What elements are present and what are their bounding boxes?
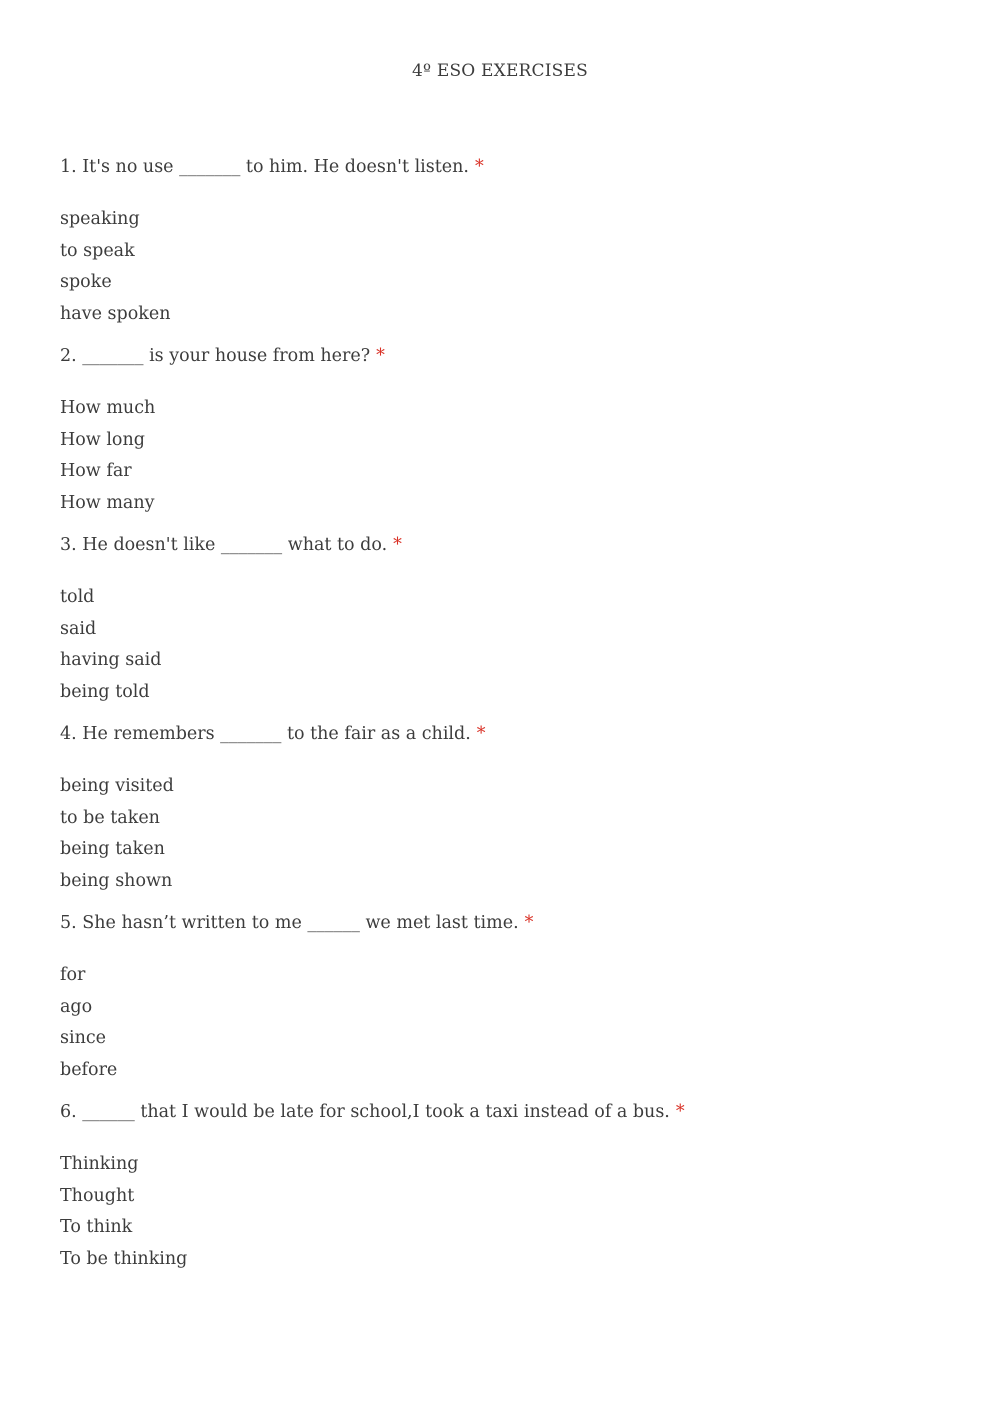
- option-to-speak[interactable]: to speak: [60, 240, 135, 261]
- question-6-text: 6. ______ that I would be late for school,I took a taxi instead of a bus.: [60, 1102, 670, 1122]
- question-5-options: [60, 960, 960, 1086]
- question-4: [60, 723, 960, 912]
- question-1-text: 1. It's no use _______ to him. He doesn't listen.: [60, 157, 469, 177]
- required-marker: *: [675, 1102, 685, 1122]
- option-since[interactable]: since: [60, 1028, 107, 1049]
- question-2: [60, 345, 960, 534]
- question-2-text: 2. _______ is your house from here?: [60, 346, 371, 366]
- option-ago[interactable]: ago: [60, 996, 93, 1017]
- question-5-text: 5. She hasn’t written to me ______ we met last time.: [60, 913, 519, 933]
- question-list: [60, 156, 960, 1290]
- required-marker: *: [524, 913, 534, 933]
- required-marker: *: [474, 157, 484, 177]
- question-2-options: [60, 393, 960, 519]
- option-have-spoken[interactable]: have spoken: [60, 303, 171, 324]
- option-to-think[interactable]: To think: [60, 1217, 133, 1238]
- option-being-taken[interactable]: being taken: [60, 839, 165, 860]
- option-being-shown[interactable]: being shown: [60, 870, 173, 891]
- option-being-told[interactable]: being told: [60, 681, 150, 702]
- option-to-be-taken[interactable]: to be taken: [60, 807, 160, 828]
- option-before[interactable]: before: [60, 1059, 118, 1080]
- option-for[interactable]: for: [60, 965, 86, 985]
- option-how-far[interactable]: How far: [60, 461, 132, 482]
- option-speaking[interactable]: speaking: [60, 209, 140, 229]
- option-spoke[interactable]: spoke: [60, 272, 112, 293]
- option-how-much[interactable]: How much: [60, 398, 156, 418]
- question-6: [60, 1101, 960, 1290]
- question-4-text: 4. He remembers _______ to the fair as a child.: [60, 724, 471, 744]
- question-4-options: [60, 771, 960, 897]
- page-title: 4º ESO EXERCISES: [412, 61, 588, 81]
- option-how-long[interactable]: How long: [60, 429, 145, 450]
- question-3-options: [60, 582, 960, 708]
- option-told[interactable]: told: [60, 587, 95, 607]
- question-5: [60, 912, 960, 1101]
- question-3: [60, 534, 960, 723]
- required-marker: *: [393, 535, 402, 555]
- option-being-visited[interactable]: being visited: [60, 776, 174, 796]
- required-marker: *: [476, 724, 486, 744]
- option-said[interactable]: said: [60, 618, 97, 639]
- question-1-options: [60, 204, 960, 330]
- option-how-many[interactable]: How many: [60, 492, 155, 513]
- question-1: [60, 156, 960, 345]
- option-having-said[interactable]: having said: [60, 650, 162, 671]
- option-to-be-thinking[interactable]: To be thinking: [60, 1248, 188, 1269]
- required-marker: *: [376, 346, 385, 366]
- question-3-text: 3. He doesn't like _______ what to do.: [60, 535, 388, 555]
- option-thought[interactable]: Thought: [60, 1185, 135, 1206]
- option-thinking[interactable]: Thinking: [60, 1154, 139, 1174]
- question-6-options: [60, 1149, 960, 1275]
